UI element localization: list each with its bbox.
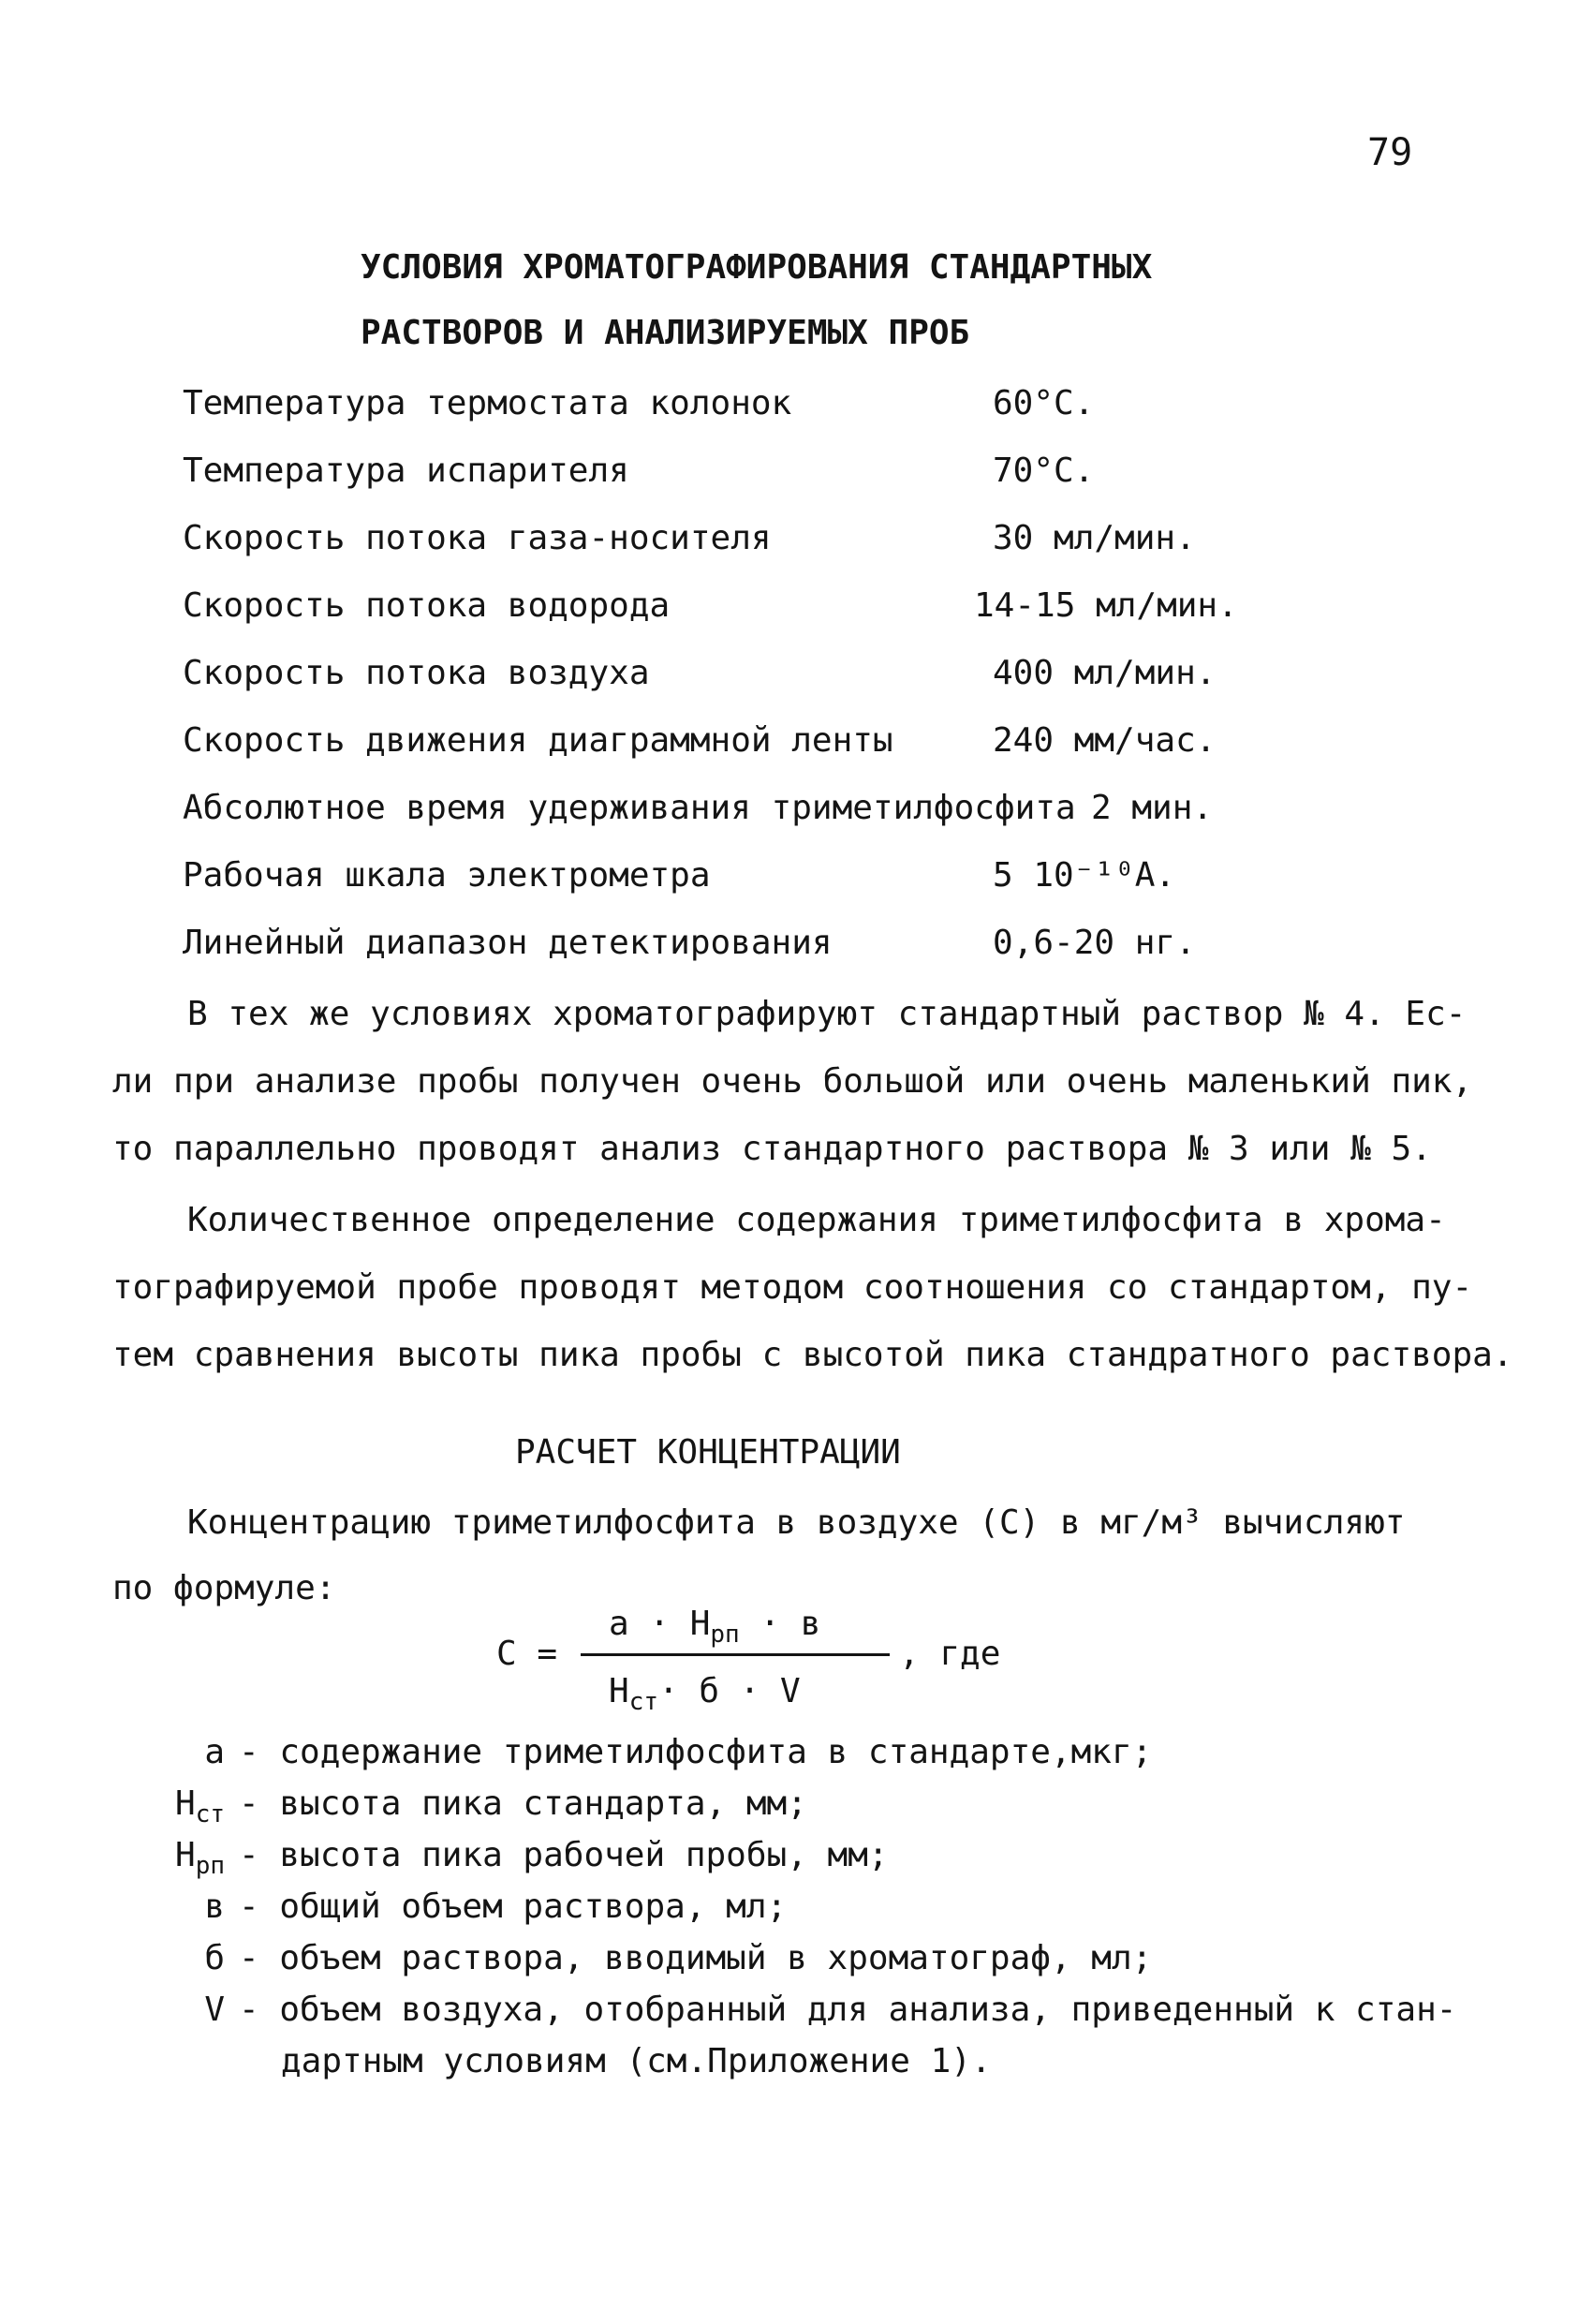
paragraph-line: Концентрацию триметилфосфита в воздухе (С) в мг/м³ вычисляют [187, 1503, 1406, 1542]
legend-symbol: в [204, 1887, 225, 1926]
paragraph-line: по формуле: [112, 1569, 336, 1607]
legend-text: - объем раствора, вводимый в хроматограф, мл; [239, 1939, 1153, 1977]
condition-label: Скорость потока воздуха [183, 654, 650, 692]
fraction-bar [581, 1653, 890, 1656]
legend-symbol: б [204, 1939, 225, 1977]
condition-label: Скорость движения диаграммной ленты [183, 721, 893, 760]
condition-label: Линейный диапазон детектирования [183, 924, 833, 962]
condition-value: 400 мл/мин. [993, 654, 1217, 692]
page-number: 79 [1367, 131, 1413, 174]
condition-value: 70°С. [993, 451, 1095, 490]
legend-text: - высота пика рабочей пробы, мм; [239, 1836, 889, 1874]
legend-symbol: $Н_{рп}$ [175, 1836, 225, 1881]
condition-value: 60°С. [993, 384, 1095, 422]
condition-value: 2 мин. [1091, 789, 1214, 827]
legend-symbol: а [204, 1733, 225, 1771]
condition-value: 30 мл/мин. [993, 519, 1196, 557]
condition-value: 14-15 мл/мин. [974, 586, 1238, 625]
legend-text: - содержание триметилфосфита в стандарте,мкг; [239, 1733, 1153, 1771]
legend-symbol: $Н_{ст}$ [175, 1784, 225, 1829]
condition-value: 0,6-20 нг. [993, 924, 1196, 962]
legend-text: - общий объем раствора, мл; [239, 1887, 788, 1926]
legend-text: - высота пика стандарта, мм; [239, 1784, 807, 1823]
paragraph-line: В тех же условиях хроматографируют стандартный раствор № 4. Ес- [187, 995, 1467, 1033]
condition-label: Рабочая шкала электрометра [183, 856, 711, 895]
legend-symbol: V [204, 1991, 225, 2029]
paragraph-line: ли при анализе пробы получен очень большой или очень маленький пик, [112, 1062, 1473, 1101]
legend-text: - объем воздуха, отобранный для анализа, приведенный к стан- [239, 1991, 1457, 2029]
condition-label: Скорость потока водорода [183, 586, 671, 625]
paragraph-line: тографируемой пробе проводят методом соотношения со стандартом, пу- [112, 1268, 1473, 1307]
formula-suffix: , где [899, 1635, 1001, 1673]
paragraph-line: то параллельно проводят анализ стандартного раствора № 3 или № 5. [112, 1130, 1432, 1168]
title-line-2: РАСТВОРОВ И АНАЛИЗИРУЕМЫХ ПРОБ [361, 314, 970, 352]
formula-lhs: С = [496, 1635, 558, 1673]
condition-label: Абсолютное время удерживания триметилфосфита [183, 789, 1076, 827]
condition-label: Скорость потока газа-носителя [183, 519, 772, 557]
formula-denominator: $Н_{ст}\cdot б \cdot V$ [609, 1672, 801, 1717]
formula-numerator: $а \cdot Н_{рп} \cdot в$ [609, 1605, 821, 1650]
condition-value: 240 мм/час. [993, 721, 1217, 760]
condition-value: 5 10⁻¹⁰А. [993, 856, 1176, 895]
legend-continuation: дартным условиям (см.Приложение 1). [281, 2042, 992, 2080]
condition-label: Температура испарителя [183, 451, 629, 490]
paragraph-line: тем сравнения высоты пика пробы с высотой пика стандратного раствора. [112, 1336, 1513, 1374]
title-line-1: УСЛОВИЯ ХРОМАТОГРАФИРОВАНИЯ СТАНДАРТНЫХ [361, 248, 1153, 287]
condition-label: Температура термостата колонок [183, 384, 792, 422]
paragraph-line: Количественное определение содержания триметилфосфита в хрома- [187, 1201, 1446, 1239]
section-title: РАСЧЕТ КОНЦЕНТРАЦИИ [515, 1433, 901, 1472]
